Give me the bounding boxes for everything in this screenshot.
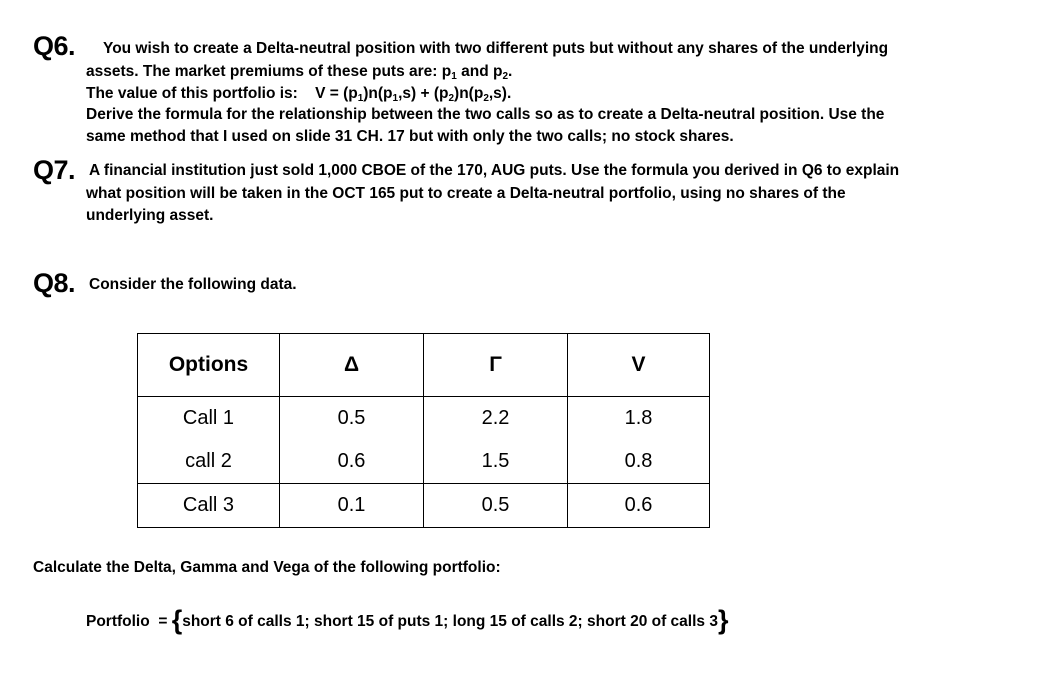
q6-block [33, 31, 75, 62]
cell-vega: 0.6 [568, 484, 710, 528]
q8-number: Q8. [33, 268, 76, 298]
greeks-table [137, 333, 710, 528]
q6-line2: assets. The market premiums of these puts are: $p_1$ and $p_2$. [86, 63, 513, 82]
cell-gamma: 0.5 [424, 484, 568, 528]
q6-line4: Derive the formula for the relationship between the two calls so as to create a Delta-neutral position. Use the [86, 106, 885, 123]
q6-line1: You wish to create a Delta-neutral position with two different puts but without any shares of the underlying [103, 40, 889, 57]
cell-vega: 1.8 [568, 397, 710, 441]
q6-number: Q6. [33, 31, 76, 61]
cell-option-name: Call 1 [138, 397, 280, 441]
q7-line3: underlying asset. [86, 207, 214, 224]
q8-intro: Consider the following data. [89, 276, 297, 293]
q7-block [33, 155, 75, 186]
table-header-row [138, 334, 710, 397]
cell-delta: 0.1 [280, 484, 424, 528]
q7-line2: what position will be taken in the OCT 165 put to create a Delta-neutral portfolio, using no shares of the [86, 185, 846, 202]
q7-line1: A financial institution just sold 1,000 CBOE of the 170, AUG puts. Use the formula you derived in Q6 to explain [89, 162, 900, 179]
table-row [138, 484, 710, 528]
header-options: Options [138, 334, 280, 397]
cell-delta: 0.5 [280, 397, 424, 441]
cell-option-name: call 2 [138, 440, 280, 484]
portfolio-body: short 6 of calls 1; short 15 of puts 1; long 15 of calls 2; short 20 of calls 3 [182, 613, 718, 630]
cell-gamma: 1.5 [424, 440, 568, 484]
cell-vega: 0.8 [568, 440, 710, 484]
brace-open: { [171, 605, 183, 635]
q8-calc-instruction: Calculate the Delta, Gamma and Vega of the following portfolio: [33, 559, 501, 576]
q8-block [33, 268, 75, 299]
header-vega: V [568, 334, 710, 397]
q6-line3-formula: The value of this portfolio is: $V = (p_1)n(p_1,s) + (p_2)n(p_2,s)$. [86, 85, 512, 104]
table-row [138, 440, 710, 484]
q7-number: Q7. [33, 155, 76, 185]
table-row [138, 397, 710, 441]
brace-close: } [717, 605, 729, 635]
header-gamma: Γ [424, 334, 568, 397]
portfolio-definition [86, 605, 728, 636]
portfolio-label: Portfolio = [86, 613, 172, 630]
q6-line5: same method that I used on slide 31 CH. 17 but with only the two calls; no stock shares. [86, 128, 734, 145]
cell-gamma: 2.2 [424, 397, 568, 441]
cell-option-name: Call 3 [138, 484, 280, 528]
cell-delta: 0.6 [280, 440, 424, 484]
header-delta: Δ [280, 334, 424, 397]
